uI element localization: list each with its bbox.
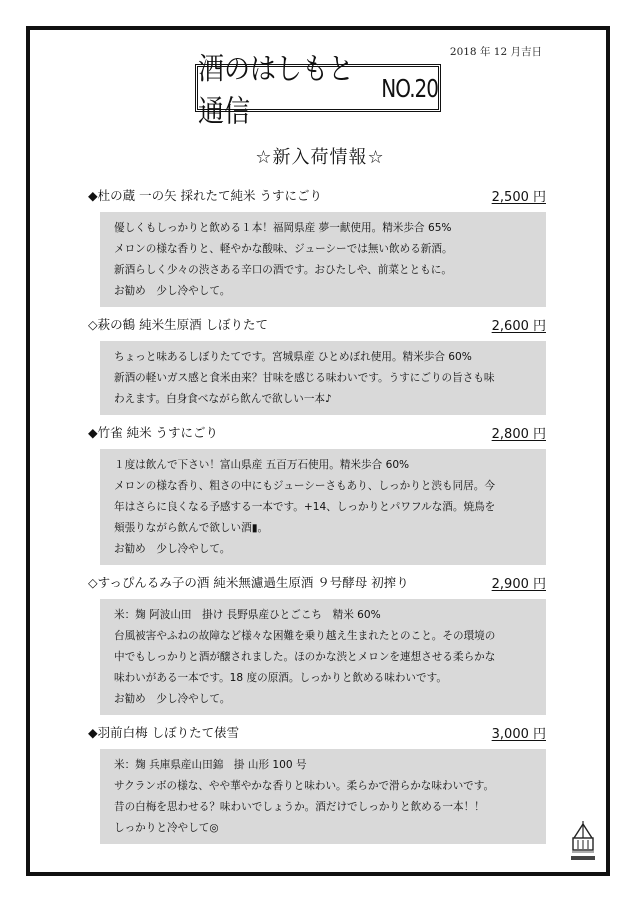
product-name: ◆杜の蔵 一の矢 採れたて純米 うすにごり <box>88 188 323 203</box>
product-name: ◆竹雀 純米 うすにごり <box>88 425 219 440</box>
product-name: ◇すっぴんるみ子の酒 純米無濾過生原酒 ９号酵母 初搾り <box>88 575 409 590</box>
product-name: ◆羽前白梅 しぼりたて俵雪 <box>88 725 240 740</box>
issue-number: NO.20 <box>381 73 438 103</box>
product-item <box>88 573 546 715</box>
description-line: しっかりと冷やして◎ <box>114 822 219 834</box>
product-name: ◇萩の鶴 純米生原酒 しぼりたて <box>88 317 269 332</box>
description-line: わえます。白身食べながら飲んで欲しい一本♪ <box>114 393 332 405</box>
description-line: サクランボの様な、やや華やかな香りと味わい。柔らかで滑らかな味わいです。 <box>114 780 495 792</box>
description-line: メロンの様な香りと、軽やかな酸味、ジューシーでは無い飲める新酒。 <box>114 243 453 255</box>
description-line: 米：麹 阿波山田 掛け 長野県産ひとごこち 精米 60% <box>114 609 381 621</box>
newsletter-masthead <box>195 52 441 130</box>
description-line: お勧め 少し冷やして。 <box>114 543 231 555</box>
newsletter-title: 酒のはしもと通信 <box>198 52 355 130</box>
product-description <box>100 599 546 715</box>
product-item <box>88 186 546 307</box>
sake-shop-logo-svg <box>568 818 598 864</box>
description-line: 新酒の軽いガス感と食米由来？甘味を感じる味わいです。うすにごりの旨さも味 <box>114 372 495 384</box>
description-line: お勧め 少し冷やして。 <box>114 693 231 705</box>
description-line: 台風被害やふねの故障など様々な困難を乗り越え生まれたとのこと。その環境の <box>114 630 496 642</box>
product-header <box>88 186 546 204</box>
product-price: 2,600 円 <box>491 319 546 334</box>
issue-date: 2018 年 12 月吉日 <box>449 46 542 58</box>
product-description <box>100 341 546 415</box>
sake-shop-logo-icon <box>568 818 598 864</box>
product-header <box>88 723 546 741</box>
product-price: 2,900 円 <box>491 577 546 592</box>
description-line: 新酒らしく少々の渋さある辛口の酒です。おひたしや、前菜とともに。 <box>114 264 452 276</box>
product-description <box>100 212 546 307</box>
section-heading: ☆新入荷情報☆ <box>255 147 385 168</box>
description-line: ちょっと味あるしぼりたてです。宮城県産 ひとめぼれ使用。精米歩合 60% <box>114 351 472 363</box>
product-header <box>88 423 546 441</box>
product-item <box>88 423 546 565</box>
product-price: 2,800 円 <box>491 427 546 442</box>
product-item <box>88 315 546 415</box>
product-description <box>100 449 546 565</box>
description-line: 昔の白梅を思わせる？味わいでしょうか。酒だけでしっかりと飲める一本！！ <box>114 801 485 813</box>
product-price: 3,000 円 <box>491 727 546 742</box>
description-line: 米：麹 兵庫県産山田錦 掛 山形 100 号 <box>114 759 307 771</box>
description-line: １度は飲んで下さい！富山県産 五百万石使用。精米歩合 60% <box>114 459 410 471</box>
description-line: メロンの様な香り、粗さの中にもジューシーさもあり、しっかりと渋も同居。今 <box>114 480 495 492</box>
description-line: お勧め 少し冷やして。 <box>114 285 231 297</box>
product-header <box>88 315 546 333</box>
description-line: 味わいがある一本です。18 度の原酒。しっかりと飲める味わいです。 <box>114 672 447 684</box>
product-item <box>88 723 546 844</box>
description-line: 年はさらに良くなる予感する一本です。+14、しっかりとパワフルな酒。焼鳥を <box>114 501 496 513</box>
product-header <box>88 573 546 591</box>
product-price: 2,500 円 <box>491 190 546 205</box>
description-line: 優しくもしっかりと飲める１本！福岡県産 夢一献使用。精米歩合 65% <box>114 222 452 234</box>
product-description <box>100 749 546 844</box>
description-line: 頬張りながら飲んで欲しい酒▮。 <box>114 522 269 534</box>
description-line: 中でもしっかりと酒が醸されました。ほのかな渋とメロンを連想させる柔らかな <box>114 651 496 663</box>
